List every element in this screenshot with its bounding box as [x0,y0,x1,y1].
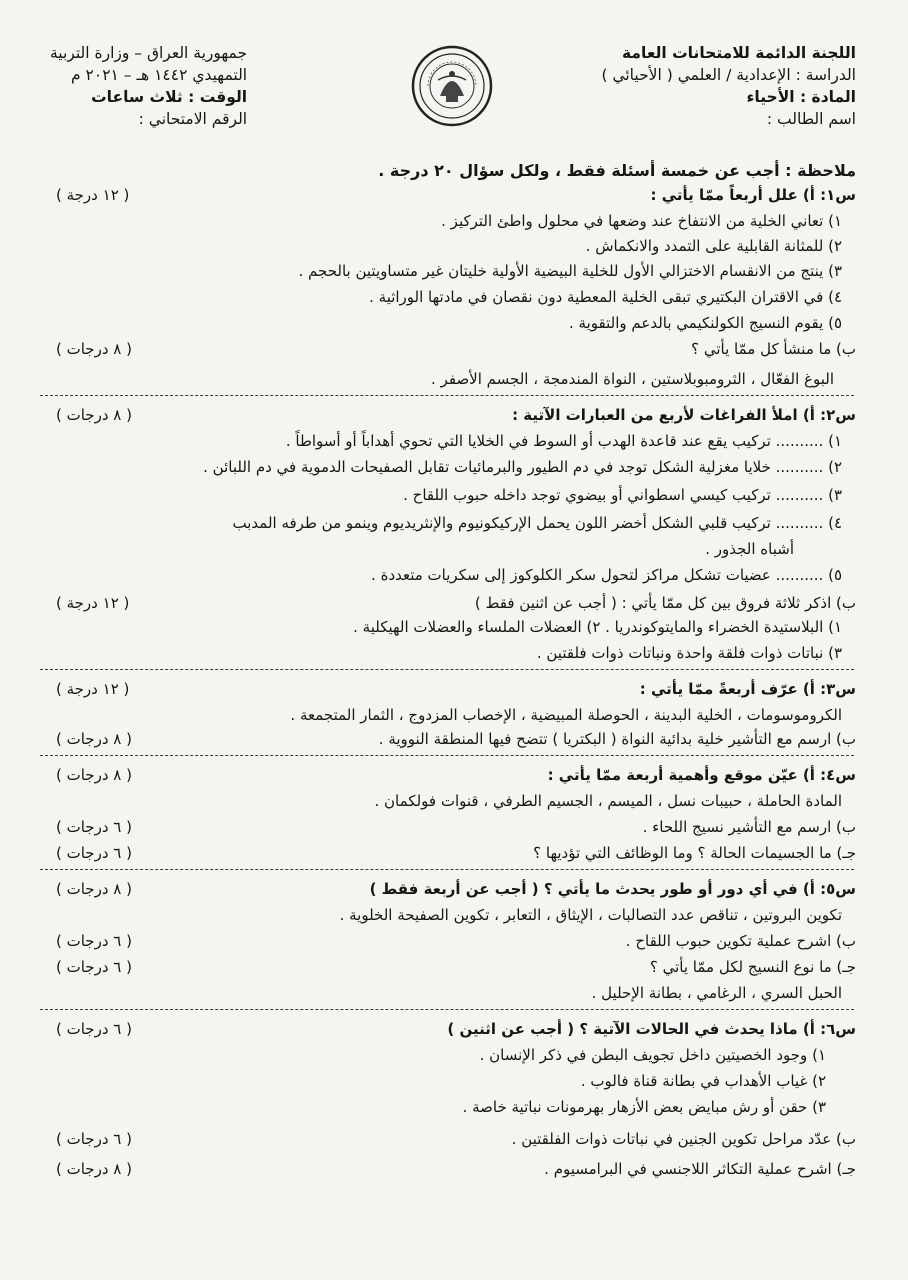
question-text: ٢) .......... خلايا مغزلية الشكل توجد في دم الطيور والبرمائيات تقابل الصفيحات الدموية في دم اللبائن . [203,458,842,476]
question-line [0,1130,908,1154]
question-grade: ( ٦ درجات ) [56,818,132,836]
header-left [50,44,247,132]
question-line [0,594,908,618]
question-grade: ( ٦ درجات ) [56,844,132,862]
subject: المادة : الأحياء [746,88,856,106]
question-grade: ( ٨ درجات ) [56,766,132,784]
question-grade: ( ١٢ درجة ) [56,594,130,612]
question-line [0,237,908,261]
question-text: ب) عدّد مراحل تكوين الجنين في نباتات ذوات الفلقتين . [511,1130,856,1148]
question-line [0,818,908,842]
question-grade: ( ٦ درجات ) [56,958,132,976]
question-line [0,706,908,730]
study-branch: الدراسة : الإعدادية / العلمي ( الأحيائي ) [601,66,856,84]
section-divider [40,395,854,396]
question-text: المادة الحاملة ، حبيبات نسل ، الميسم ، الجسيم الطرفي ، قنوات فولكمان . [374,792,842,810]
question-text: ١) البلاستيدة الخضراء والمايتوكوندريا . ٢) العضلات الملساء والعضلات الهيكلية . [353,618,842,636]
exam-note: ملاحظة : أجب عن خمسة أسئلة فقط ، ولكل سؤال ٢٠ درجة . [378,161,856,180]
exam-duration: الوقت : ثلاث ساعات [91,88,248,106]
question-text: ب) اشرح عملية تكوين حبوب اللقاح . [625,932,856,950]
question-line [0,314,908,338]
question-grade: ( ٨ درجات ) [56,406,132,424]
question-line [0,880,908,904]
question-line [0,406,908,430]
question-line [0,1098,908,1122]
question-text: ٣) نباتات ذوات فلقة واحدة ونباتات ذوات فلقتين . [536,644,842,662]
question-text: ب) ارسم مع التأشير خلية بدائية النواة ( البكتريا ) تتضح فيها المنطقة النووية . [378,730,856,748]
ministry-name: جمهورية العراق – وزارة التربية [50,44,248,62]
question-line [0,1020,908,1044]
question-line [0,1072,908,1096]
question-text: ب) ما منشأ كل ممّا يأتي ؟ [691,340,856,358]
question-text: ٣) حقن أو رش مبايض بعض الأزهار بهرمونات نباتية خاصة . [462,1098,826,1116]
question-text: ٥) يقوم النسيج الكولنكيمي بالدعم والتقوية . [569,314,842,332]
question-line [0,370,908,394]
question-text: ٤) .......... تركيب قلبي الشكل أخضر اللون يحمل الإركيكونيوم والإنثريديوم وينمو من طرفه المدبب [232,514,842,532]
ministry-seal-icon [410,44,494,128]
question-line [0,212,908,236]
exam-number-label: الرقم الامتحاني : [138,110,248,128]
question-line [0,486,908,510]
question-text: البوغ الفعّال ، الثرومبوبلاستين ، النواة المندمجة ، الجسم الأصفر . [431,370,834,388]
question-text: ٢) غياب الأهداب في بطانة قناة فالوب . [580,1072,826,1090]
question-text: ٤) في الاقتران البكتيري تبقى الخلية المعطية دون نقصان في مادتها الوراثية . [369,288,842,306]
question-text: أشباه الجذور . [705,540,794,558]
question-text: ب) ارسم مع التأشير نسيج اللحاء . [642,818,856,836]
question-line [0,262,908,286]
question-text: جـ) ما الجسيمات الحالة ؟ وما الوظائف التي تؤديها ؟ [533,844,856,862]
question-text: جـ) اشرح عملية التكاثر اللاجنسي في البرامسيوم . [544,1160,856,1178]
question-text: س١: أ) علل أربعاً ممّا يأتي : [650,186,856,204]
question-text: ٥) .......... عضيات تشكل مراكز لتحول سكر الكلوكوز إلى سكريات متعددة . [371,566,842,584]
question-grade: ( ٦ درجات ) [56,1020,132,1038]
question-line [0,288,908,312]
question-line [0,844,908,868]
question-grade: ( ٦ درجات ) [56,932,132,950]
question-text: ١) .......... تركيب يقع عند قاعدة الهدب أو السوط في الخلايا التي تحوي أهداباً أو أسواطاً . [285,432,842,450]
question-line [0,458,908,482]
question-line [0,1046,908,1070]
committee-name: اللجنة الدائمة للامتحانات العامة [622,44,856,62]
header-right [601,44,856,132]
question-grade: ( ١٢ درجة ) [56,680,130,698]
question-line [0,340,908,364]
question-line [0,186,908,210]
question-line [0,958,908,982]
question-line [0,984,908,1008]
student-name-label: اسم الطالب : [766,110,856,128]
question-line [0,514,908,538]
question-line [0,906,908,930]
question-text: س٤: أ) عيّن موقع وأهمية أربعة ممّا يأتي : [547,766,856,784]
question-text: س٦: أ) ماذا يحدث في الحالات الآتية ؟ ( أجب عن اثنين ) [447,1020,856,1038]
question-text: س٣: أ) عرّف أربعةً ممّا يأتي : [639,680,856,698]
question-text: ٢) للمثانة القابلية على التمدد والانكماش . [585,237,842,255]
section-divider [40,669,854,670]
question-text: الكروموسومات ، الخلية البدينة ، الحوصلة المبيضية ، الإخصاب المزدوج ، الثمار المتجمعة . [290,706,842,724]
question-grade: ( ٨ درجات ) [56,730,132,748]
question-text: ٣) .......... تركيب كيسي اسطواني أو بيضوي توجد داخله حبوب اللقاح . [403,486,842,504]
question-grade: ( ٨ درجات ) [56,880,132,898]
question-text: ٣) ينتج من الانقسام الاختزالي الأول للخلية البيضية الأولية خليتان غير متساويتين بالحجم . [298,262,842,280]
question-text: ب) اذكر ثلاثة فروق بين كل ممّا يأتي : ( أجب عن اثنين فقط ) [474,594,856,612]
section-divider [40,755,854,756]
question-line [0,730,908,754]
question-text: ١) تعاني الخلية من الانتفاخ عند وضعها في محلول واطئ التركيز . [441,212,842,230]
question-line [0,540,908,564]
question-grade: ( ٨ درجات ) [56,1160,132,1178]
question-grade: ( ٦ درجات ) [56,1130,132,1148]
question-line [0,792,908,816]
question-text: تكوين البروتين ، تناقص عدد التصالبات ، الإيثاق ، التعابر ، تكوين الصفيحة الخلوية . [339,906,842,924]
question-line [0,1160,908,1184]
exam-session: التمهيدي ١٤٤٢ هـ – ٢٠٢١ م [71,66,248,84]
question-text: ١) وجود الخصيتين داخل تجويف البطن في ذكر الإنسان . [479,1046,826,1064]
question-text: س٢: أ) املأ الفراغات لأربع من العبارات الآتية : [512,406,856,424]
question-text: الحبل السري ، الرغامي ، بطانة الإحليل . [591,984,842,1002]
question-line [0,432,908,456]
question-line [0,766,908,790]
section-divider [40,1009,854,1010]
question-line [0,932,908,956]
question-grade: ( ١٢ درجة ) [56,186,130,204]
question-text: س٥: أ) في أي دور أو طور يحدث ما يأتي ؟ ( أجب عن أربعة فقط ) [369,880,856,898]
question-text: جـ) ما نوع النسيج لكل ممّا يأتي ؟ [649,958,856,976]
question-line [0,618,908,642]
question-grade: ( ٨ درجات ) [56,340,132,358]
section-divider [40,869,854,870]
question-line [0,566,908,590]
question-line [0,680,908,704]
question-line [0,644,908,668]
